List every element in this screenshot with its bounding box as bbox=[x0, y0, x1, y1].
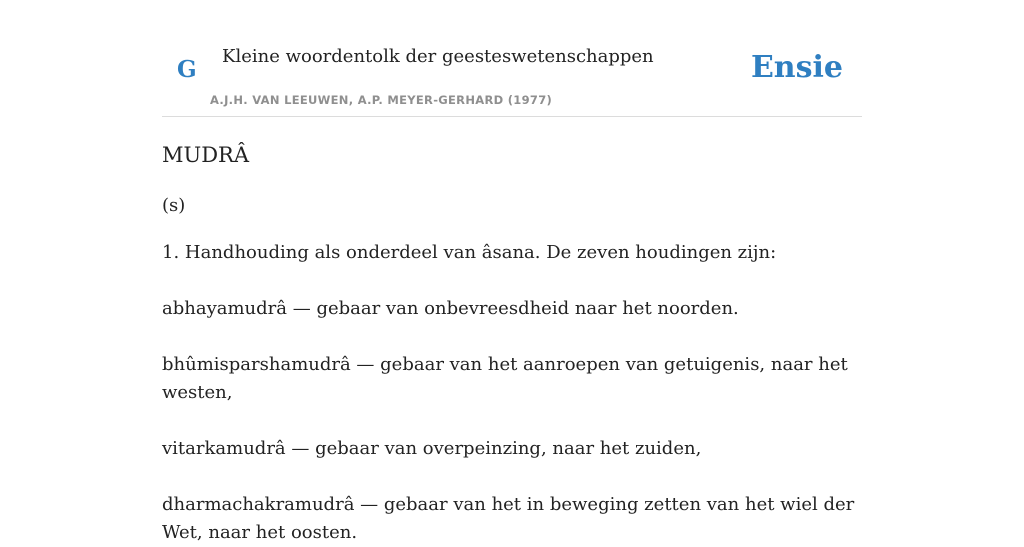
entry-article bbox=[162, 138, 862, 547]
entry-title: MUDRÂ bbox=[162, 143, 250, 167]
ensie-logo[interactable]: Ensie bbox=[750, 50, 843, 85]
source-logo[interactable]: G bbox=[177, 56, 197, 83]
header bbox=[162, 30, 862, 117]
entry-paragraph: vitarkamudrâ — gebaar van overpeinzing, naar het zuiden, bbox=[162, 438, 702, 459]
entry-paragraph: dharmachakramudrâ — gebaar van het in beweging zetten van het wiel der Wet, naar het oosten. bbox=[162, 494, 855, 543]
book-title[interactable]: Kleine woordentolk der geesteswetenschappen bbox=[222, 46, 654, 67]
book-authors: A.J.H. VAN LEEUWEN, A.P. MEYER-GERHARD (1977) bbox=[210, 93, 553, 107]
entry-paragraph: abhayamudrâ — gebaar van onbevreesdheid naar het noorden. bbox=[162, 298, 739, 319]
entry-paragraph: bhûmisparshamudrâ — gebaar van het aanroepen van getuigenis, naar het westen, bbox=[162, 354, 848, 403]
entry-body bbox=[162, 192, 862, 547]
entry-paragraph: 1. Handhouding als onderdeel van âsana. De zeven houdingen zijn: bbox=[162, 242, 777, 263]
entry-paragraph: (s) bbox=[162, 195, 186, 216]
